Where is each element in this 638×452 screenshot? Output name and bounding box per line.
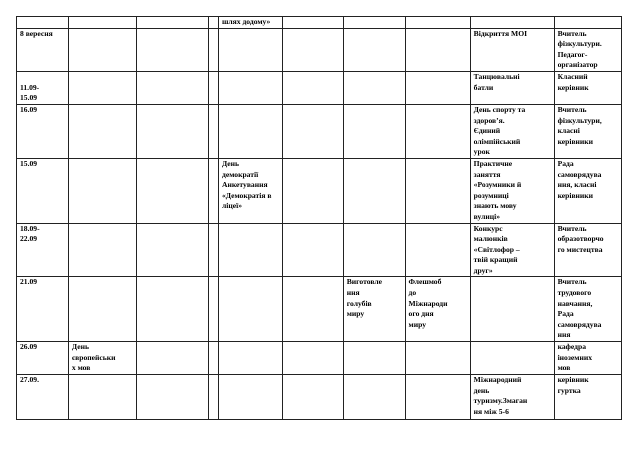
table-cell-date (17, 17, 69, 29)
table-cell (137, 71, 209, 104)
table-cell-responsible: кафедра іноземних мов (554, 342, 621, 375)
table-cell (405, 375, 470, 420)
table-cell (283, 223, 344, 277)
table-cell: День демократії Анкетування «Демократія в ліцеї» (218, 158, 282, 223)
table-cell (343, 71, 405, 104)
table-cell (209, 342, 219, 375)
table-cell (68, 104, 136, 158)
table-cell-event (470, 277, 554, 342)
table-cell (209, 104, 219, 158)
table-row (17, 28, 622, 71)
table-row (17, 223, 622, 277)
table-cell-responsible: Вчитель фізкультури. Педагог- організатор (554, 28, 621, 71)
table-cell (405, 28, 470, 71)
table-cell (68, 277, 136, 342)
table-cell (209, 17, 219, 29)
table-cell (343, 375, 405, 420)
table-row (17, 342, 622, 375)
table-row (17, 158, 622, 223)
table-cell: шлях додому» (218, 17, 282, 29)
table-cell (68, 71, 136, 104)
table-cell (218, 223, 282, 277)
table-cell (209, 158, 219, 223)
table-cell (405, 104, 470, 158)
table-row (17, 375, 622, 420)
table-cell (343, 104, 405, 158)
table-cell (209, 71, 219, 104)
table-cell (283, 104, 344, 158)
table-cell-event: День спорту та здоров’я. Єдиний олімпійський урок (470, 104, 554, 158)
table-cell (405, 342, 470, 375)
table-cell (405, 71, 470, 104)
table-cell (218, 71, 282, 104)
table-cell-date: 27.09. (17, 375, 69, 420)
table-cell-event: Конкурс малюнків «Світлофор – твій кращий друг» (470, 223, 554, 277)
table-cell (218, 375, 282, 420)
table-cell-responsible: Вчитель фізкультури, класні керівники (554, 104, 621, 158)
table-cell (283, 158, 344, 223)
table-cell (283, 17, 344, 29)
table-cell-date: 18.09- 22.09 (17, 223, 69, 277)
table-cell (283, 375, 344, 420)
table-cell (68, 223, 136, 277)
table-cell (218, 104, 282, 158)
table-cell-responsible: Вчитель образотворчо го мистецтва (554, 223, 621, 277)
table-cell (137, 28, 209, 71)
table-cell-responsible: Вчитель трудового навчання, Рада самоврядува ння (554, 277, 621, 342)
table-cell (283, 342, 344, 375)
table-cell-responsible: керівник гуртка (554, 375, 621, 420)
table-cell (137, 104, 209, 158)
table-cell-date: 21.09 (17, 277, 69, 342)
table-cell (137, 375, 209, 420)
table-cell (137, 277, 209, 342)
table-row (17, 17, 622, 29)
table-cell-date: 16.09 (17, 104, 69, 158)
table-cell-date: 15.09 (17, 158, 69, 223)
table-cell (343, 17, 405, 29)
table-cell (405, 17, 470, 29)
table-cell-date: 8 вересня (17, 28, 69, 71)
table-cell (405, 223, 470, 277)
table-cell (68, 158, 136, 223)
table-cell-date: 11.09- 15.09 (17, 71, 69, 104)
table-cell-date: 26.09 (17, 342, 69, 375)
table-cell (137, 342, 209, 375)
table-cell (343, 28, 405, 71)
table-cell-event: Міжнародний день туризму.Змаган ня між 5-6 (470, 375, 554, 420)
table-cell (209, 277, 219, 342)
table-cell-responsible: Рада самоврядува ння, класні керівники (554, 158, 621, 223)
table-cell-event: Відкриття МОІ (470, 28, 554, 71)
table-cell (283, 28, 344, 71)
table-cell (218, 277, 282, 342)
table-cell (68, 375, 136, 420)
table-cell: Флешмоб до Міжнароди ого дня миру (405, 277, 470, 342)
table-row (17, 277, 622, 342)
table-cell: День європейськи х мов (68, 342, 136, 375)
table-cell-responsible: Класний керівник (554, 71, 621, 104)
table-cell (137, 223, 209, 277)
table-cell: Виготовле ння голубів миру (343, 277, 405, 342)
table-cell (68, 17, 136, 29)
table-cell-responsible (554, 17, 621, 29)
table-cell (283, 277, 344, 342)
table-cell (137, 17, 209, 29)
table-cell-event: Танцювальні батли (470, 71, 554, 104)
table-cell (343, 223, 405, 277)
table-row (17, 71, 622, 104)
table-row (17, 104, 622, 158)
table-cell (218, 342, 282, 375)
table-cell (209, 375, 219, 420)
table-cell (209, 28, 219, 71)
table-cell-event (470, 342, 554, 375)
table-cell (283, 71, 344, 104)
table-cell (343, 342, 405, 375)
table-cell (137, 158, 209, 223)
table-cell (209, 223, 219, 277)
table-cell-event: Практичне заняття «Розумники й розумниці знають мову вулиці» (470, 158, 554, 223)
table-cell (218, 28, 282, 71)
table-cell (343, 158, 405, 223)
table-cell-event (470, 17, 554, 29)
table-cell (405, 158, 470, 223)
schedule-table (16, 16, 622, 420)
table-cell (68, 28, 136, 71)
